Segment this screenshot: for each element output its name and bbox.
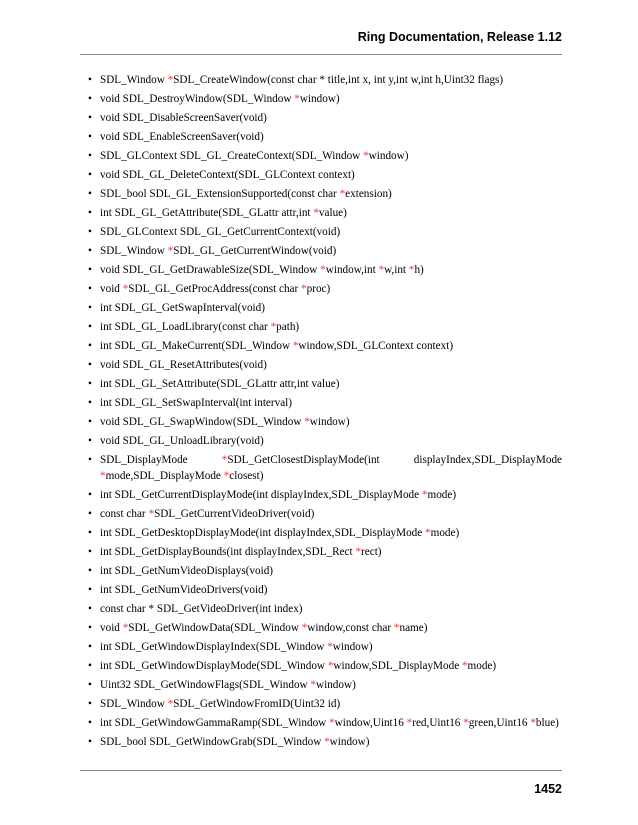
signature-text: Uint32 SDL_GetWindowFlags(SDL_Window: [100, 679, 311, 691]
pointer-star: *: [463, 717, 469, 729]
list-item: [88, 281, 562, 297]
signature-text: SDL_Window: [100, 698, 168, 710]
signature-text: mode): [467, 660, 497, 672]
list-item: [88, 582, 562, 598]
pointer-star: *: [294, 93, 300, 105]
pointer-star: *: [167, 74, 174, 86]
list-item: [88, 506, 562, 522]
pointer-star: *: [167, 245, 174, 257]
signature-text: SDL_GL_GetCurrentWindow(void): [173, 245, 337, 257]
signature-text: closest): [229, 470, 264, 482]
signature-text: window): [309, 416, 350, 428]
pointer-star: *: [530, 717, 536, 729]
list-item: [88, 414, 562, 430]
signature-text: SDL_CreateWindow(const char * title,int x, int y,int w,int h,Uint32 flags): [173, 74, 504, 86]
signature-text: extension): [345, 188, 392, 200]
signature-text: window): [329, 736, 370, 748]
signature-text: int SDL_GetWindowDisplayIndex(SDL_Window: [100, 641, 328, 653]
signature-text: SDL_DisplayMode: [100, 454, 222, 466]
footer-divider: [80, 770, 562, 771]
list-item: [88, 620, 562, 636]
list-item: [88, 243, 562, 259]
signature-text: SDL_Window: [100, 245, 168, 257]
list-item: [88, 715, 562, 731]
signature-text: SDL_GLContext SDL_GL_GetCurrentContext(void): [100, 226, 341, 238]
signature-text: mode,SDL_DisplayMode: [105, 470, 224, 482]
signature-text: int SDL_GL_GetAttribute(SDL_GLattr attr,int: [100, 207, 314, 219]
signature-text: int SDL_GetNumVideoDisplays(void): [100, 565, 274, 577]
list-item: [88, 433, 562, 449]
signature-text: window): [299, 93, 340, 105]
pointer-star: *: [408, 264, 415, 276]
pointer-star: *: [223, 470, 230, 482]
signature-text: int SDL_GL_LoadLibrary(const char: [100, 321, 271, 333]
list-item: [88, 376, 562, 392]
list-item: [88, 487, 562, 503]
pointer-star: *: [355, 546, 362, 558]
list-item: [88, 110, 562, 126]
list-item: [88, 129, 562, 145]
signature-text: int SDL_GL_GetSwapInterval(void): [100, 302, 265, 314]
pointer-star: *: [292, 340, 299, 352]
list-item: [88, 734, 562, 750]
pointer-star: *: [301, 622, 308, 634]
signature-text: window,int: [325, 264, 379, 276]
running-header: Ring Documentation, Release 1.12: [357, 30, 562, 44]
list-item: [88, 544, 562, 560]
list-item: [88, 91, 562, 107]
pointer-star: *: [310, 679, 317, 691]
header-divider: [80, 54, 562, 55]
pointer-star: *: [221, 454, 228, 466]
signature-text: int SDL_GL_SetSwapInterval(int interval): [100, 397, 293, 409]
pointer-star: *: [148, 508, 155, 520]
signature-text: SDL_bool SDL_GL_ExtensionSupported(const char: [100, 188, 340, 200]
signature-text: void: [100, 283, 123, 295]
signature-text: int SDL_GL_SetAttribute(SDL_GLattr attr,int value): [100, 378, 340, 390]
function-list: [88, 72, 562, 753]
signature-text: window,SDL_GLContext context): [298, 340, 454, 352]
pointer-star: *: [378, 264, 385, 276]
signature-text: int SDL_GetWindowDisplayMode(SDL_Window: [100, 660, 328, 672]
list-item: [88, 452, 562, 484]
list-item: [88, 205, 562, 221]
list-item: [88, 319, 562, 335]
signature-text: h): [414, 264, 424, 276]
list-item: [88, 658, 562, 674]
signature-text: SDL_GLContext SDL_GL_CreateContext(SDL_Window: [100, 150, 364, 162]
pointer-star: *: [327, 641, 333, 653]
pointer-star: *: [167, 698, 174, 710]
signature-text: SDL_bool SDL_GetWindowGrab(SDL_Window: [100, 736, 325, 748]
signature-text: mode): [427, 489, 457, 501]
signature-text: window,Uint16: [334, 717, 407, 729]
signature-text: int SDL_GetCurrentDisplayMode(int displayIndex,SDL_DisplayMode: [100, 489, 422, 501]
signature-text: void: [100, 622, 123, 634]
signature-text: SDL_GetWindowFromID(Uint32 id): [173, 698, 341, 710]
list-item: [88, 563, 562, 579]
list-item: [88, 148, 562, 164]
signature-text: window): [332, 641, 373, 653]
signature-text: void SDL_DestroyWindow(SDL_Window: [100, 93, 295, 105]
list-item: [88, 357, 562, 373]
list-item: [88, 300, 562, 316]
pointer-star: *: [393, 622, 400, 634]
signature-text: rect): [361, 546, 382, 558]
list-item: [88, 696, 562, 712]
list-item: [88, 639, 562, 655]
signature-text: window): [316, 679, 356, 691]
signature-text: int SDL_GetDisplayBounds(int displayIndex,SDL_Rect: [100, 546, 356, 558]
signature-text: int SDL_GetNumVideoDrivers(void): [100, 584, 268, 596]
signature-text: w,int: [384, 264, 409, 276]
list-item: [88, 167, 562, 183]
pointer-star: *: [406, 717, 413, 729]
pointer-star: *: [339, 188, 346, 200]
signature-text: const char * SDL_GetVideoDriver(int index): [100, 603, 303, 615]
list-item: [88, 525, 562, 541]
signature-text: window,const char: [307, 622, 394, 634]
signature-text: green,Uint16: [468, 717, 531, 729]
signature-text: void SDL_GL_ResetAttributes(void): [100, 359, 267, 371]
signature-text: SDL_GetCurrentVideoDriver(void): [154, 508, 315, 520]
signature-text: void SDL_GL_SwapWindow(SDL_Window: [100, 416, 305, 428]
signature-text: mode): [430, 527, 460, 539]
pointer-star: *: [313, 207, 319, 219]
pointer-star: *: [363, 150, 369, 162]
pointer-star: *: [329, 717, 335, 729]
list-item: [88, 395, 562, 411]
signature-text: void SDL_DisableScreenSaver(void): [100, 112, 267, 124]
signature-text: blue): [535, 717, 559, 729]
pointer-star: *: [425, 527, 431, 539]
pointer-star: *: [301, 283, 307, 295]
pointer-star: *: [304, 416, 310, 428]
pointer-star: *: [100, 470, 106, 482]
pointer-star: *: [122, 283, 129, 295]
signature-text: int SDL_GetDesktopDisplayMode(int displayIndex,SDL_DisplayMode: [100, 527, 426, 539]
signature-text: SDL_GetWindowData(SDL_Window: [128, 622, 302, 634]
signature-text: path): [276, 321, 300, 333]
signature-text: SDL_GetClosestDisplayMode(int displayIndex,SDL_DisplayMode: [227, 454, 562, 466]
pointer-star: *: [327, 660, 334, 672]
signature-text: SDL_GL_GetProcAddress(const char: [128, 283, 302, 295]
list-item: [88, 338, 562, 354]
list-item: [88, 224, 562, 240]
page-number: 1452: [534, 782, 562, 796]
pointer-star: *: [461, 660, 468, 672]
signature-text: int SDL_GL_MakeCurrent(SDL_Window: [100, 340, 293, 352]
signature-text: name): [399, 622, 428, 634]
signature-text: window,SDL_DisplayMode: [333, 660, 462, 672]
pointer-star: *: [421, 489, 428, 501]
list-item: [88, 262, 562, 278]
signature-text: SDL_Window: [100, 74, 168, 86]
list-item: [88, 677, 562, 693]
list-item: [88, 601, 562, 617]
list-item: [88, 186, 562, 202]
signature-text: void SDL_GL_DeleteContext(SDL_GLContext context): [100, 169, 355, 181]
signature-text: proc): [306, 283, 331, 295]
list-item: [88, 72, 562, 88]
signature-text: window): [368, 150, 409, 162]
signature-text: void SDL_EnableScreenSaver(void): [100, 131, 264, 143]
signature-text: int SDL_GetWindowGammaRamp(SDL_Window: [100, 717, 330, 729]
signature-text: void SDL_GL_GetDrawableSize(SDL_Window: [100, 264, 321, 276]
signature-text: void SDL_GL_UnloadLibrary(void): [100, 435, 264, 447]
pointer-star: *: [320, 264, 326, 276]
pointer-star: *: [324, 736, 330, 748]
signature-text: red,Uint16: [412, 717, 464, 729]
signature-text: const char: [100, 508, 149, 520]
pointer-star: *: [122, 622, 129, 634]
pointer-star: *: [270, 321, 277, 333]
signature-text: value): [318, 207, 347, 219]
